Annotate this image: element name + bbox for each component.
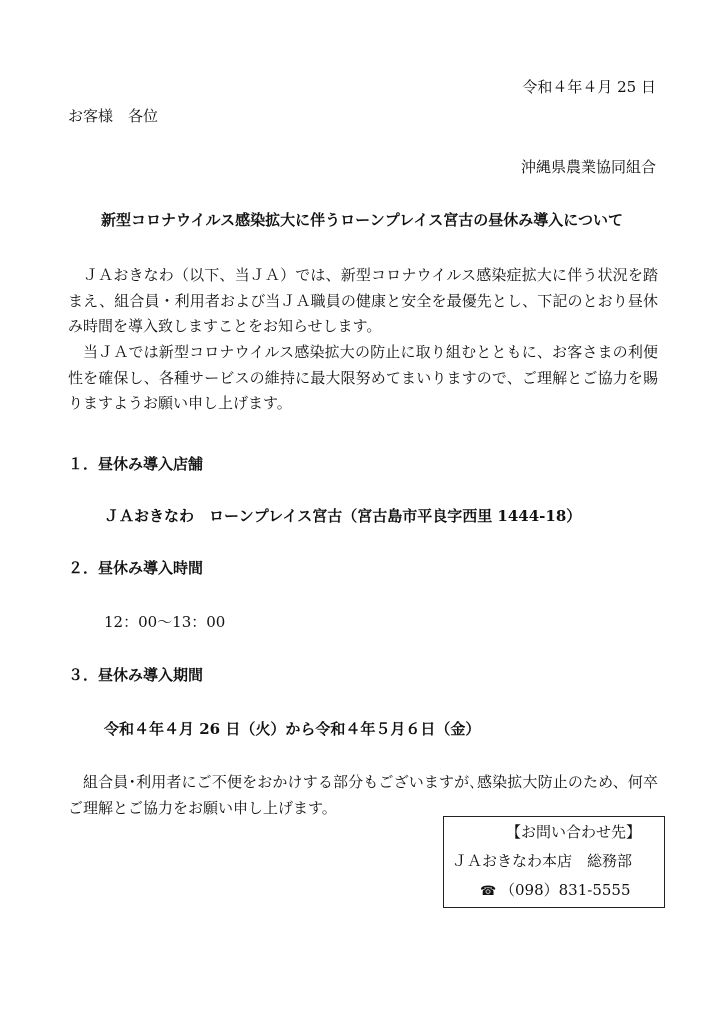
contact-office: ＪＡおきなわ本店 総務部 [452,852,633,870]
contact-phone-line [480,879,631,900]
section-content-time: 12：00～13：00 [104,613,226,631]
contact-phone-number: （098）831-5555 [500,881,631,899]
telephone-icon: ☎ [480,884,497,899]
section-heading-time: ２．昼休み導入時間 [68,559,204,577]
document-title: 新型コロナウイルス感染拡大に伴うローンプレイス宮古の昼休み導入について [100,211,623,229]
recipient-line: お客様 各位 [68,107,159,125]
body-paragraph-1: ＪＡおきなわ（以下、当ＪＡ）では、新型コロナウイルス感染症拡大に伴う状況を踏まえ、組合員・利用者および当ＪＡ職員の健康と安全を最優先とし、下記のとおり昼休み時間を導入致しますことをお知らせします。 [68,266,658,335]
section-content-store: ＪＡおきなわ ローンプレイス宮古（宮古島市平良字西里 1444-18） [104,507,582,525]
contact-title: 【お問い合わせ先】 [506,823,642,841]
body-paragraph-2: 当ＪＡでは新型コロナウイルス感染拡大の防止に取り組むとともに、お客さまの利便性を確保し、各種サービスの維持に最大限努めてまいりますので、ご理解とご協力を賜りますようお願い申し上げます。 [68,343,658,412]
section-heading-store: １．昼休み導入店舗 [68,455,204,473]
section-content-period: 令和４年４月 26 日（火）から令和４年５月６日（金） [104,720,481,738]
closing-paragraph: 組合員･利用者にご不便をおかけする部分もございますが､感染拡大防止のため、何卒ご理解とご協力をお願い申し上げます。 [68,773,658,817]
document-date: 令和４年４月 25 日 [522,78,656,96]
sender-organization: 沖縄県農業協同組合 [520,158,656,176]
contact-box [443,816,665,908]
section-heading-period: ３．昼休み導入期間 [68,666,204,684]
